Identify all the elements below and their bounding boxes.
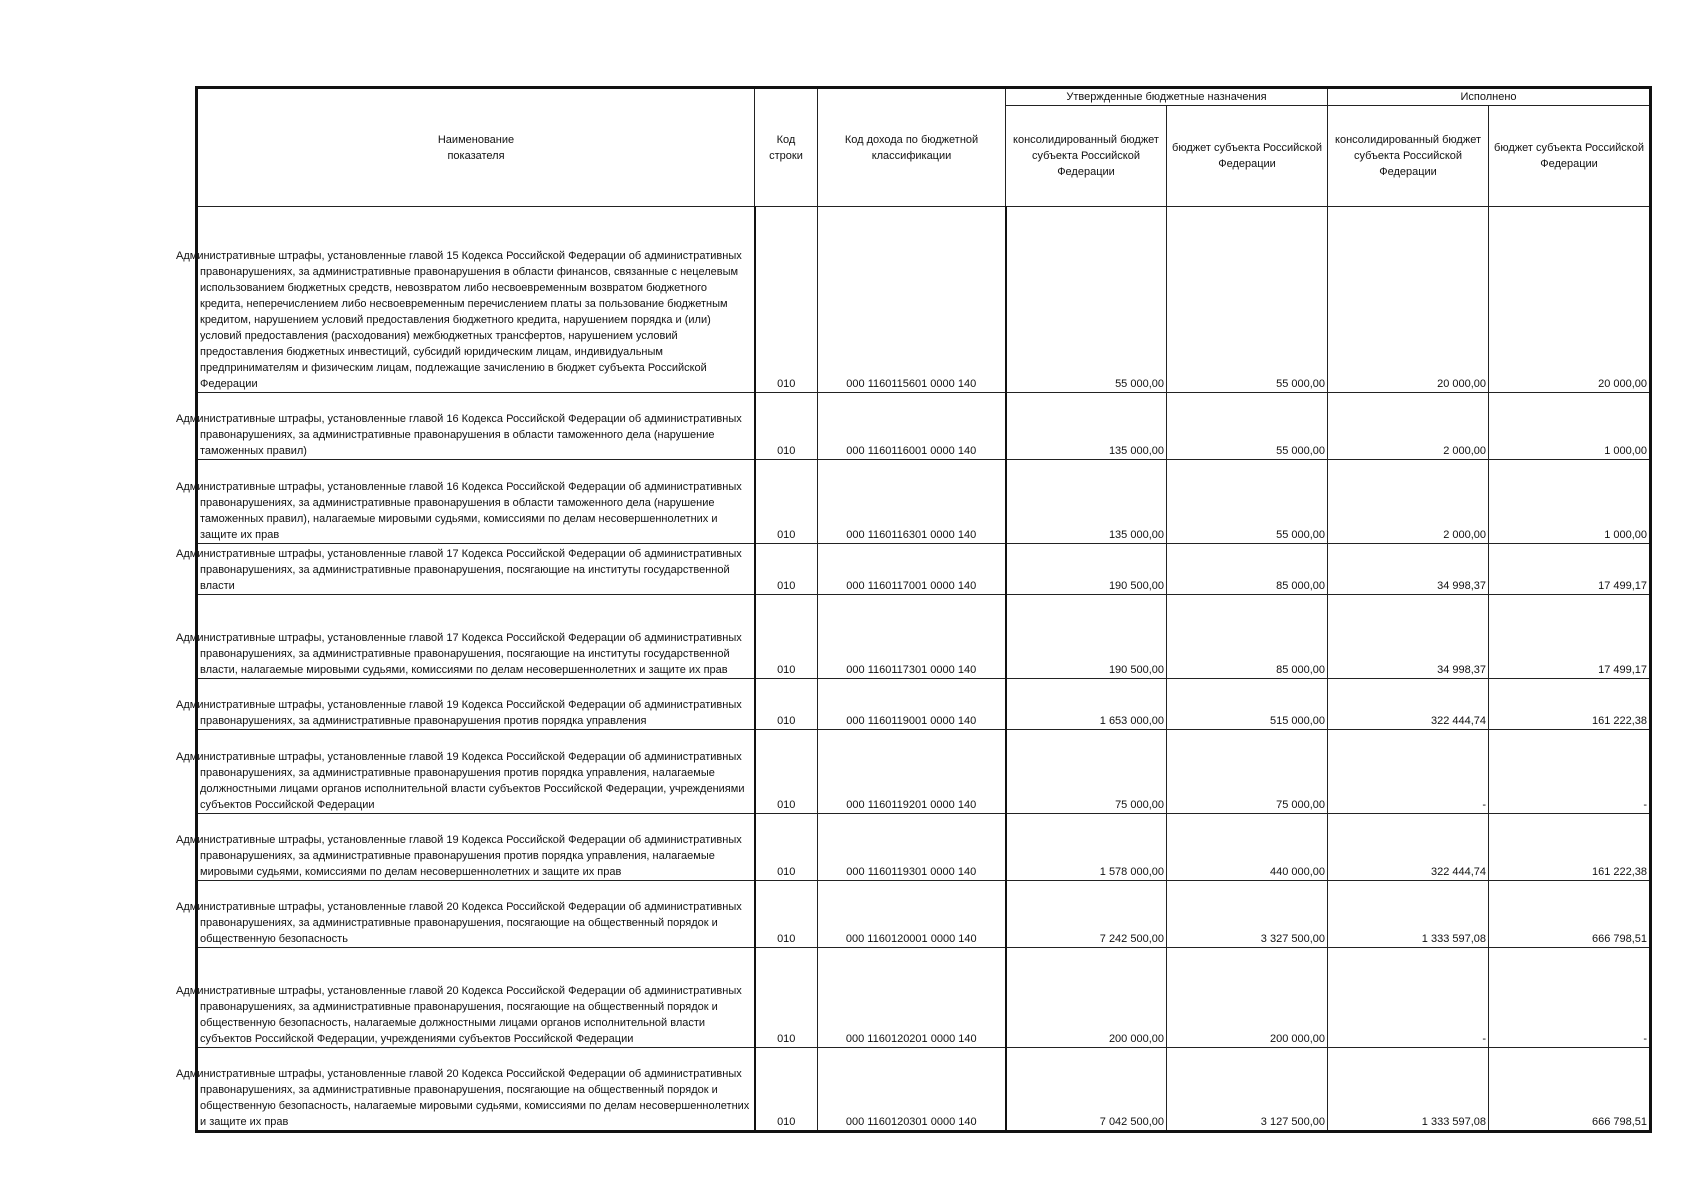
row-approved-subject: 200 000,00: [1167, 948, 1328, 1048]
row-approved-consolidated: 75 000,00: [1006, 730, 1167, 814]
row-approved-consolidated: 7 042 500,00: [1006, 1048, 1167, 1132]
row-approved-consolidated: 190 500,00: [1006, 595, 1167, 679]
row-executed-subject: 17 499,17: [1489, 595, 1651, 679]
row-line-code: 010: [755, 881, 818, 948]
row-approved-consolidated: 55 000,00: [1006, 207, 1167, 393]
row-approved-subject: 75 000,00: [1167, 730, 1328, 814]
row-income-code: 000 1160117001 0000 140: [818, 544, 1006, 595]
row-executed-consolidated: 34 998,37: [1328, 595, 1489, 679]
row-executed-consolidated: 1 333 597,08: [1328, 1048, 1489, 1132]
budget-revenue-table: [176, 86, 1652, 1133]
header-name: Наименование показателя: [197, 88, 755, 207]
row-name: Административные штрафы, установленные главой 19 Кодекса Российской Федерации об административных правонарушениях, за административные правонарушения против порядка управления: [197, 679, 755, 730]
row-line-code: 010: [755, 948, 818, 1048]
table-row: [197, 460, 1651, 544]
row-executed-consolidated: 322 444,74: [1328, 814, 1489, 881]
row-approved-subject: 3 127 500,00: [1167, 1048, 1328, 1132]
row-executed-subject: 666 798,51: [1489, 1048, 1651, 1132]
header-executed-subject: бюджет субъекта Российской Федерации: [1489, 106, 1651, 207]
row-executed-consolidated: 2 000,00: [1328, 393, 1489, 460]
table-row: [197, 730, 1651, 814]
row-executed-subject: 1 000,00: [1489, 460, 1651, 544]
row-approved-consolidated: 135 000,00: [1006, 393, 1167, 460]
table-row: [197, 814, 1651, 881]
table-body: [176, 207, 1651, 1132]
row-executed-subject: 1 000,00: [1489, 393, 1651, 460]
row-executed-consolidated: -: [1328, 948, 1489, 1048]
row-executed-consolidated: 2 000,00: [1328, 460, 1489, 544]
row-line-code: 010: [755, 207, 818, 393]
row-approved-subject: 55 000,00: [1167, 207, 1328, 393]
row-name: Административные штрафы, установленные главой 20 Кодекса Российской Федерации об административных правонарушениях, за административные правонарушения, посягающие на общественный порядок и общественную безопасность, налагаемые мировыми судьями, комиссиями по делам несовершеннолетних и защите их прав: [197, 1048, 755, 1132]
row-executed-subject: -: [1489, 730, 1651, 814]
table-row: [197, 679, 1651, 730]
header-group-executed: Исполнено: [1328, 88, 1651, 106]
row-name: Административные штрафы, установленные главой 17 Кодекса Российской Федерации об административных правонарушениях, за административные правонарушения, посягающие на институты государственной власти, налагаемые мировыми судьями, комиссиями по делам несовершеннолетних и защите их прав: [197, 595, 755, 679]
row-income-code: 000 1160115601 0000 140: [818, 207, 1006, 393]
row-line-code: 010: [755, 1048, 818, 1132]
row-approved-subject: 440 000,00: [1167, 814, 1328, 881]
row-line-code: 010: [755, 393, 818, 460]
table-row: [197, 948, 1651, 1048]
row-approved-consolidated: 200 000,00: [1006, 948, 1167, 1048]
row-name: Административные штрафы, установленные главой 19 Кодекса Российской Федерации об административных правонарушениях, за административные правонарушения против порядка управления, налагаемые должностными лицами органов исполнительной власти субъектов Российской Федерации, учреждениями субъектов Российской Федерации: [197, 730, 755, 814]
header-group-approved: Утвержденные бюджетные назначения: [1006, 88, 1328, 106]
row-name: Административные штрафы, установленные главой 16 Кодекса Российской Федерации об административных правонарушениях, за административные правонарушения в области таможенного дела (нарушение таможенных правил): [197, 393, 755, 460]
header-line-code: Код строки: [755, 88, 818, 207]
row-income-code: 000 1160120201 0000 140: [818, 948, 1006, 1048]
table-row: [197, 595, 1651, 679]
row-approved-subject: 55 000,00: [1167, 393, 1328, 460]
row-line-code: 010: [755, 544, 818, 595]
header-approved-subject: бюджет субъекта Российской Федерации: [1167, 106, 1328, 207]
row-income-code: 000 1160119201 0000 140: [818, 730, 1006, 814]
row-line-code: 010: [755, 679, 818, 730]
row-income-code: 000 1160119001 0000 140: [818, 679, 1006, 730]
row-name: Административные штрафы, установленные главой 17 Кодекса Российской Федерации об административных правонарушениях, за административные правонарушения, посягающие на институты государственной власти: [197, 544, 755, 595]
row-executed-consolidated: 20 000,00: [1328, 207, 1489, 393]
row-approved-subject: 515 000,00: [1167, 679, 1328, 730]
row-line-code: 010: [755, 460, 818, 544]
row-executed-subject: 666 798,51: [1489, 881, 1651, 948]
row-executed-consolidated: 322 444,74: [1328, 679, 1489, 730]
row-executed-consolidated: 34 998,37: [1328, 544, 1489, 595]
table-row: [197, 1048, 1651, 1132]
row-income-code: 000 1160120301 0000 140: [818, 1048, 1006, 1132]
table-row: [197, 393, 1651, 460]
row-approved-subject: 55 000,00: [1167, 460, 1328, 544]
row-income-code: 000 1160116301 0000 140: [818, 460, 1006, 544]
header-approved-consolidated: консолидированный бюджет субъекта Российской Федерации: [1006, 106, 1167, 207]
row-approved-consolidated: 7 242 500,00: [1006, 881, 1167, 948]
row-name: Административные штрафы, установленные главой 16 Кодекса Российской Федерации об административных правонарушениях, за административные правонарушения в области таможенного дела (нарушение таможенных правил), налагаемые мировыми судьями, комиссиями по делам несовершеннолетних и защите их прав: [197, 460, 755, 544]
row-name: Административные штрафы, установленные главой 20 Кодекса Российской Федерации об административных правонарушениях, за административные правонарушения, посягающие на общественный порядок и общественную безопасность: [197, 881, 755, 948]
table-row: [197, 207, 1651, 393]
row-executed-subject: 161 222,38: [1489, 814, 1651, 881]
row-line-code: 010: [755, 730, 818, 814]
row-approved-subject: 3 327 500,00: [1167, 881, 1328, 948]
row-income-code: 000 1160119301 0000 140: [818, 814, 1006, 881]
row-approved-consolidated: 1 578 000,00: [1006, 814, 1167, 881]
header-income-code: Код дохода по бюджетной классификации: [818, 88, 1006, 207]
header-executed-consolidated: консолидированный бюджет субъекта Российской Федерации: [1328, 106, 1489, 207]
row-income-code: 000 1160116001 0000 140: [818, 393, 1006, 460]
row-executed-subject: 161 222,38: [1489, 679, 1651, 730]
row-approved-consolidated: 135 000,00: [1006, 460, 1167, 544]
row-income-code: 000 1160117301 0000 140: [818, 595, 1006, 679]
row-approved-consolidated: 190 500,00: [1006, 544, 1167, 595]
row-line-code: 010: [755, 814, 818, 881]
table-row: [197, 544, 1651, 595]
row-approved-subject: 85 000,00: [1167, 544, 1328, 595]
row-executed-subject: 20 000,00: [1489, 207, 1651, 393]
row-executed-subject: -: [1489, 948, 1651, 1048]
table-row: [197, 881, 1651, 948]
row-name: Административные штрафы, установленные главой 15 Кодекса Российской Федерации об административных правонарушениях, за административные правонарушения в области финансов, связанные с нецелевым использованием бюджетных средств, невозвратом либо несвоевременным возвратом бюджетного кредита, неперечислением либо несвоевременным перечислением платы за пользование бюджетным кредитом, нарушением условий предоставления бюджетного кредита, нарушением порядка и (или) условий предоставления (расходования) межбюджетных трансфертов, нарушением условий предоставления бюджетных инвестиций, субсидий юридическим лицам, индивидуальным предпринимателям и физическим лицам, подлежащие зачислению в бюджет субъекта Российской Федерации: [197, 207, 755, 393]
row-executed-consolidated: 1 333 597,08: [1328, 881, 1489, 948]
row-income-code: 000 1160120001 0000 140: [818, 881, 1006, 948]
row-name: Административные штрафы, установленные главой 20 Кодекса Российской Федерации об административных правонарушениях, за административные правонарушения, посягающие на общественный порядок и общественную безопасность, налагаемые должностными лицами органов исполнительной власти субъектов Российской Федерации, учреждениями субъектов Российской Федерации: [197, 948, 755, 1048]
row-executed-subject: 17 499,17: [1489, 544, 1651, 595]
row-approved-subject: 85 000,00: [1167, 595, 1328, 679]
row-name: Административные штрафы, установленные главой 19 Кодекса Российской Федерации об административных правонарушениях, за административные правонарушения против порядка управления, налагаемые мировыми судьями, комиссиями по делам несовершеннолетних и защите их прав: [197, 814, 755, 881]
row-executed-consolidated: -: [1328, 730, 1489, 814]
row-approved-consolidated: 1 653 000,00: [1006, 679, 1167, 730]
row-line-code: 010: [755, 595, 818, 679]
